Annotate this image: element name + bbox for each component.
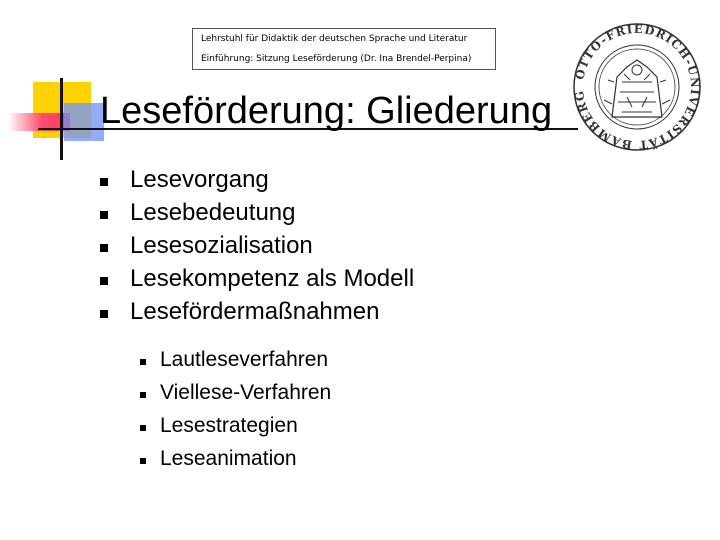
header-box xyxy=(192,28,496,70)
header-line-session: Einführung: Sitzung Leseförderung (Dr. Ina Brendel-Perpina) xyxy=(201,54,472,64)
bullet-square-icon xyxy=(140,359,146,365)
list-item-label: Lesevorgang xyxy=(130,166,269,193)
slide-title: Leseförderung: Gliederung xyxy=(100,90,553,132)
list-item xyxy=(100,165,414,198)
bullet-square-icon xyxy=(100,244,108,252)
bullet-square-icon xyxy=(140,458,146,464)
sub-list-item-label: Lautleseverfahren xyxy=(160,348,329,371)
sub-list-item-label: Lesestrategien xyxy=(160,414,298,437)
list-item xyxy=(100,264,414,297)
bullet-square-icon xyxy=(140,392,146,398)
sub-list-item-label: Leseanimation xyxy=(160,447,297,470)
bullet-square-icon xyxy=(100,310,108,318)
sub-list-item xyxy=(140,411,331,444)
sub-bullet-list xyxy=(140,345,331,477)
list-item-label: Lesekompetenz als Modell xyxy=(130,265,415,292)
list-item-label: Lesebedeutung xyxy=(130,199,296,226)
list-item xyxy=(100,198,414,231)
decor-blue-square xyxy=(64,103,104,141)
list-item xyxy=(100,231,414,264)
main-bullet-list xyxy=(100,165,414,330)
bullet-square-icon xyxy=(100,211,108,219)
list-item-label: Lesesozialisation xyxy=(130,232,313,259)
list-item-label: Lesefördermaßnahmen xyxy=(130,298,380,325)
bullet-square-icon xyxy=(100,277,108,285)
header-line-chair: Lehrstuhl für Didaktik der deutschen Sprache und Literatur xyxy=(201,34,468,44)
list-item xyxy=(100,297,414,330)
university-seal-logo xyxy=(572,22,702,152)
sub-list-item xyxy=(140,378,331,411)
sub-list-item xyxy=(140,345,331,378)
bullet-square-icon xyxy=(100,178,108,186)
svg-text:OTTO-FRIEDRICH-UNIVERSITÄT BAM: OTTO-FRIEDRICH-UNIVERSITÄT BAMBERG xyxy=(572,22,702,152)
bullet-square-icon xyxy=(140,425,146,431)
decor-vertical-line xyxy=(60,78,63,160)
sub-list-item-label: Viellese-Verfahren xyxy=(160,381,332,404)
sub-list-item xyxy=(140,444,331,477)
